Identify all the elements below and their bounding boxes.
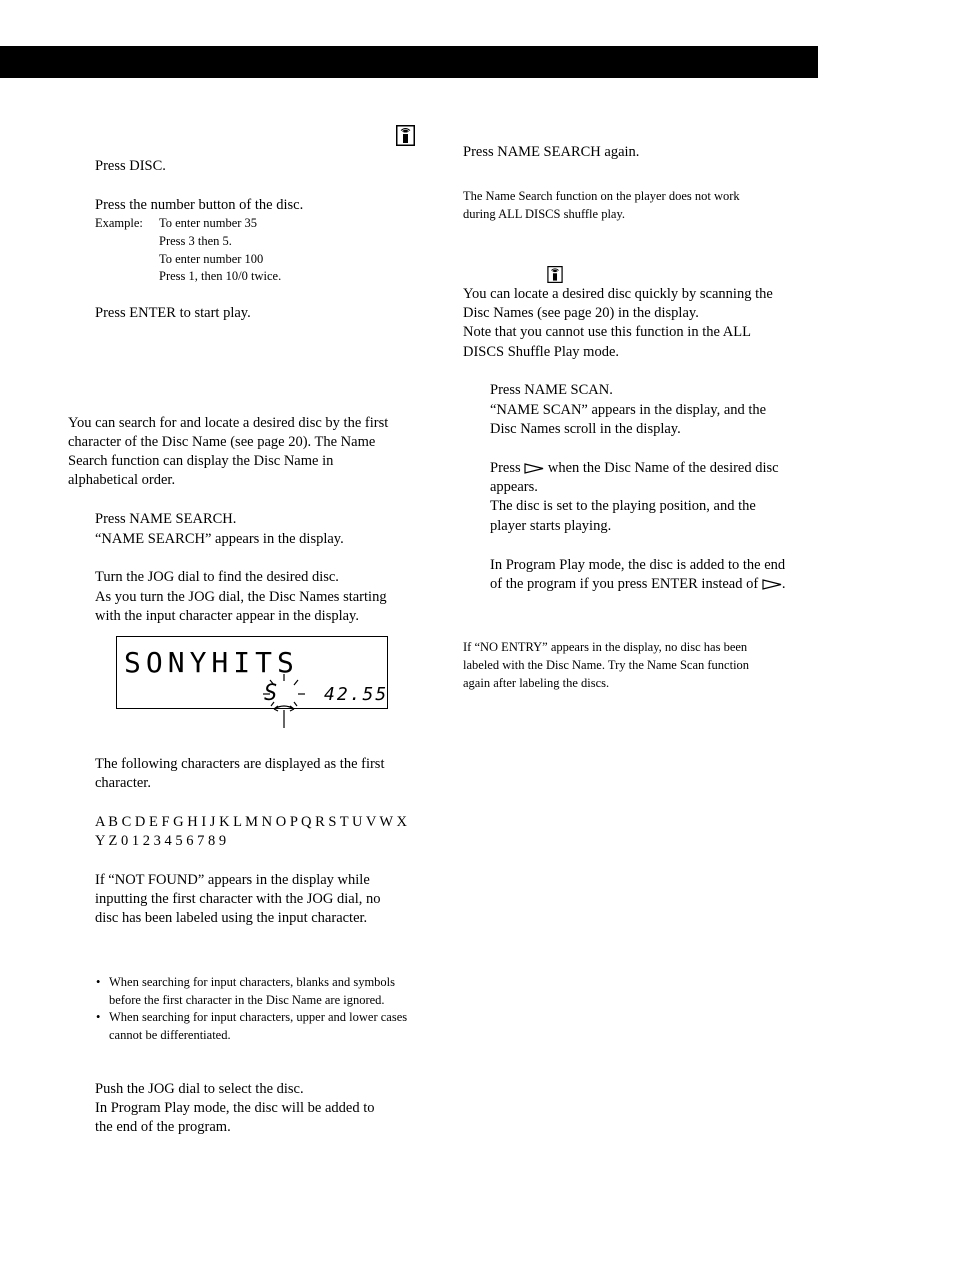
- not-found-note: inputting the first character with the JOG dial, no: [95, 891, 381, 907]
- step-jog-detail: As you turn the JOG dial, the Disc Names starting: [95, 589, 387, 605]
- display-input-character: S: [264, 681, 278, 706]
- step-press-play-detail: The disc is set to the playing position, and the: [490, 498, 756, 514]
- step-name-scan: Press NAME SCAN.: [490, 382, 613, 398]
- step-push-jog: Push the JOG dial to select the disc.: [95, 1081, 304, 1097]
- chars-intro: The following characters are displayed as the first: [95, 756, 385, 772]
- example-label: Example:: [95, 216, 143, 230]
- not-found-note: If “NOT FOUND” appears in the display while: [95, 872, 370, 888]
- header-bar: [0, 46, 818, 78]
- no-entry-note: again after labeling the discs.: [463, 676, 610, 690]
- step-press-play: [490, 459, 779, 478]
- play-triangle-icon: [524, 463, 544, 474]
- display-time: 42.55: [324, 684, 389, 705]
- step-press-play-end: when the Disc Name of the desired disc: [547, 460, 779, 476]
- step-press-play-start: Press: [490, 460, 521, 476]
- remote-control-icon: [396, 125, 415, 146]
- intro-line: alphabetical order.: [68, 472, 176, 488]
- step-press-play-detail: player starts playing.: [490, 518, 612, 534]
- list-item: • When searching for input characters, upper and lower cases cannot be differentiated.: [96, 1009, 426, 1044]
- scan-intro: You can locate a desired disc quickly by scanning the: [463, 286, 773, 302]
- example-line: Press 1, then 10/0 twice.: [159, 269, 282, 283]
- example-line: Press 3 then 5.: [159, 234, 232, 248]
- scan-intro: Note that you cannot use this function in the ALL: [463, 324, 751, 340]
- not-found-note: disc has been labeled using the input character.: [95, 910, 368, 926]
- step-jog-detail: with the input character appear in the display.: [95, 608, 359, 624]
- intro-line: Search function can display the Disc Name in: [68, 453, 334, 469]
- step-push-jog-detail: In Program Play mode, the disc will be added to: [95, 1100, 375, 1116]
- program-note: [490, 575, 785, 594]
- step-press-number: Press the number button of the disc.: [95, 197, 304, 213]
- step-name-search: Press NAME SEARCH.: [95, 511, 237, 527]
- example-line: To enter number 100: [159, 252, 264, 266]
- chars-intro: character.: [95, 775, 151, 791]
- step-name-scan-detail: “NAME SCAN” appears in the display, and the: [490, 402, 767, 418]
- step-name-scan-detail: Disc Names scroll in the display.: [490, 421, 681, 437]
- blink-indicator-icon: [256, 672, 312, 730]
- step-jog: Turn the JOG dial to find the desired disc.: [95, 569, 339, 585]
- step-press-disc: Press DISC.: [95, 158, 166, 174]
- chars-list: A B C D E F G H I J K L M N O P Q R S T U V W X: [95, 814, 407, 830]
- display-disc-name: SONYHITS: [124, 646, 299, 679]
- note-shuffle: The Name Search function on the player does not work: [463, 189, 740, 203]
- no-entry-note: labeled with the Disc Name. Try the Name Scan function: [463, 658, 750, 672]
- chars-list: Y Z 0 1 2 3 4 5 6 7 8 9: [95, 833, 227, 849]
- play-triangle-icon: [762, 579, 782, 590]
- example-line: To enter number 35: [159, 216, 258, 230]
- program-note-end: .: [781, 576, 786, 592]
- step-press-play-detail: appears.: [490, 479, 538, 495]
- no-entry-note: If “NO ENTRY” appears in the display, no disc has been: [463, 640, 748, 654]
- program-note-text: of the program if you press ENTER instead of: [490, 576, 759, 592]
- scan-intro: Disc Names (see page 20) in the display.: [463, 305, 699, 321]
- scan-intro: DISCS Shuffle Play mode.: [463, 344, 620, 360]
- notes-list: [96, 974, 426, 1044]
- lcd-display: [116, 636, 388, 709]
- program-note: In Program Play mode, the disc is added to the end: [490, 557, 786, 573]
- intro-line: You can search for and locate a desired disc by the first: [68, 415, 389, 431]
- step-name-search-again: Press NAME SEARCH again.: [463, 144, 640, 160]
- step-push-jog-detail: the end of the program.: [95, 1119, 231, 1135]
- step-name-search-detail: “NAME SEARCH” appears in the display.: [95, 531, 344, 547]
- note-shuffle: during ALL DISCS shuffle play.: [463, 207, 626, 221]
- intro-line: character of the Disc Name (see page 20). The Name: [68, 434, 376, 450]
- step-press-enter: Press ENTER to start play.: [95, 305, 251, 321]
- list-item: • When searching for input characters, blanks and symbols before the first character in the Disc Name are ignored.: [96, 974, 426, 1009]
- remote-control-icon: [547, 266, 563, 283]
